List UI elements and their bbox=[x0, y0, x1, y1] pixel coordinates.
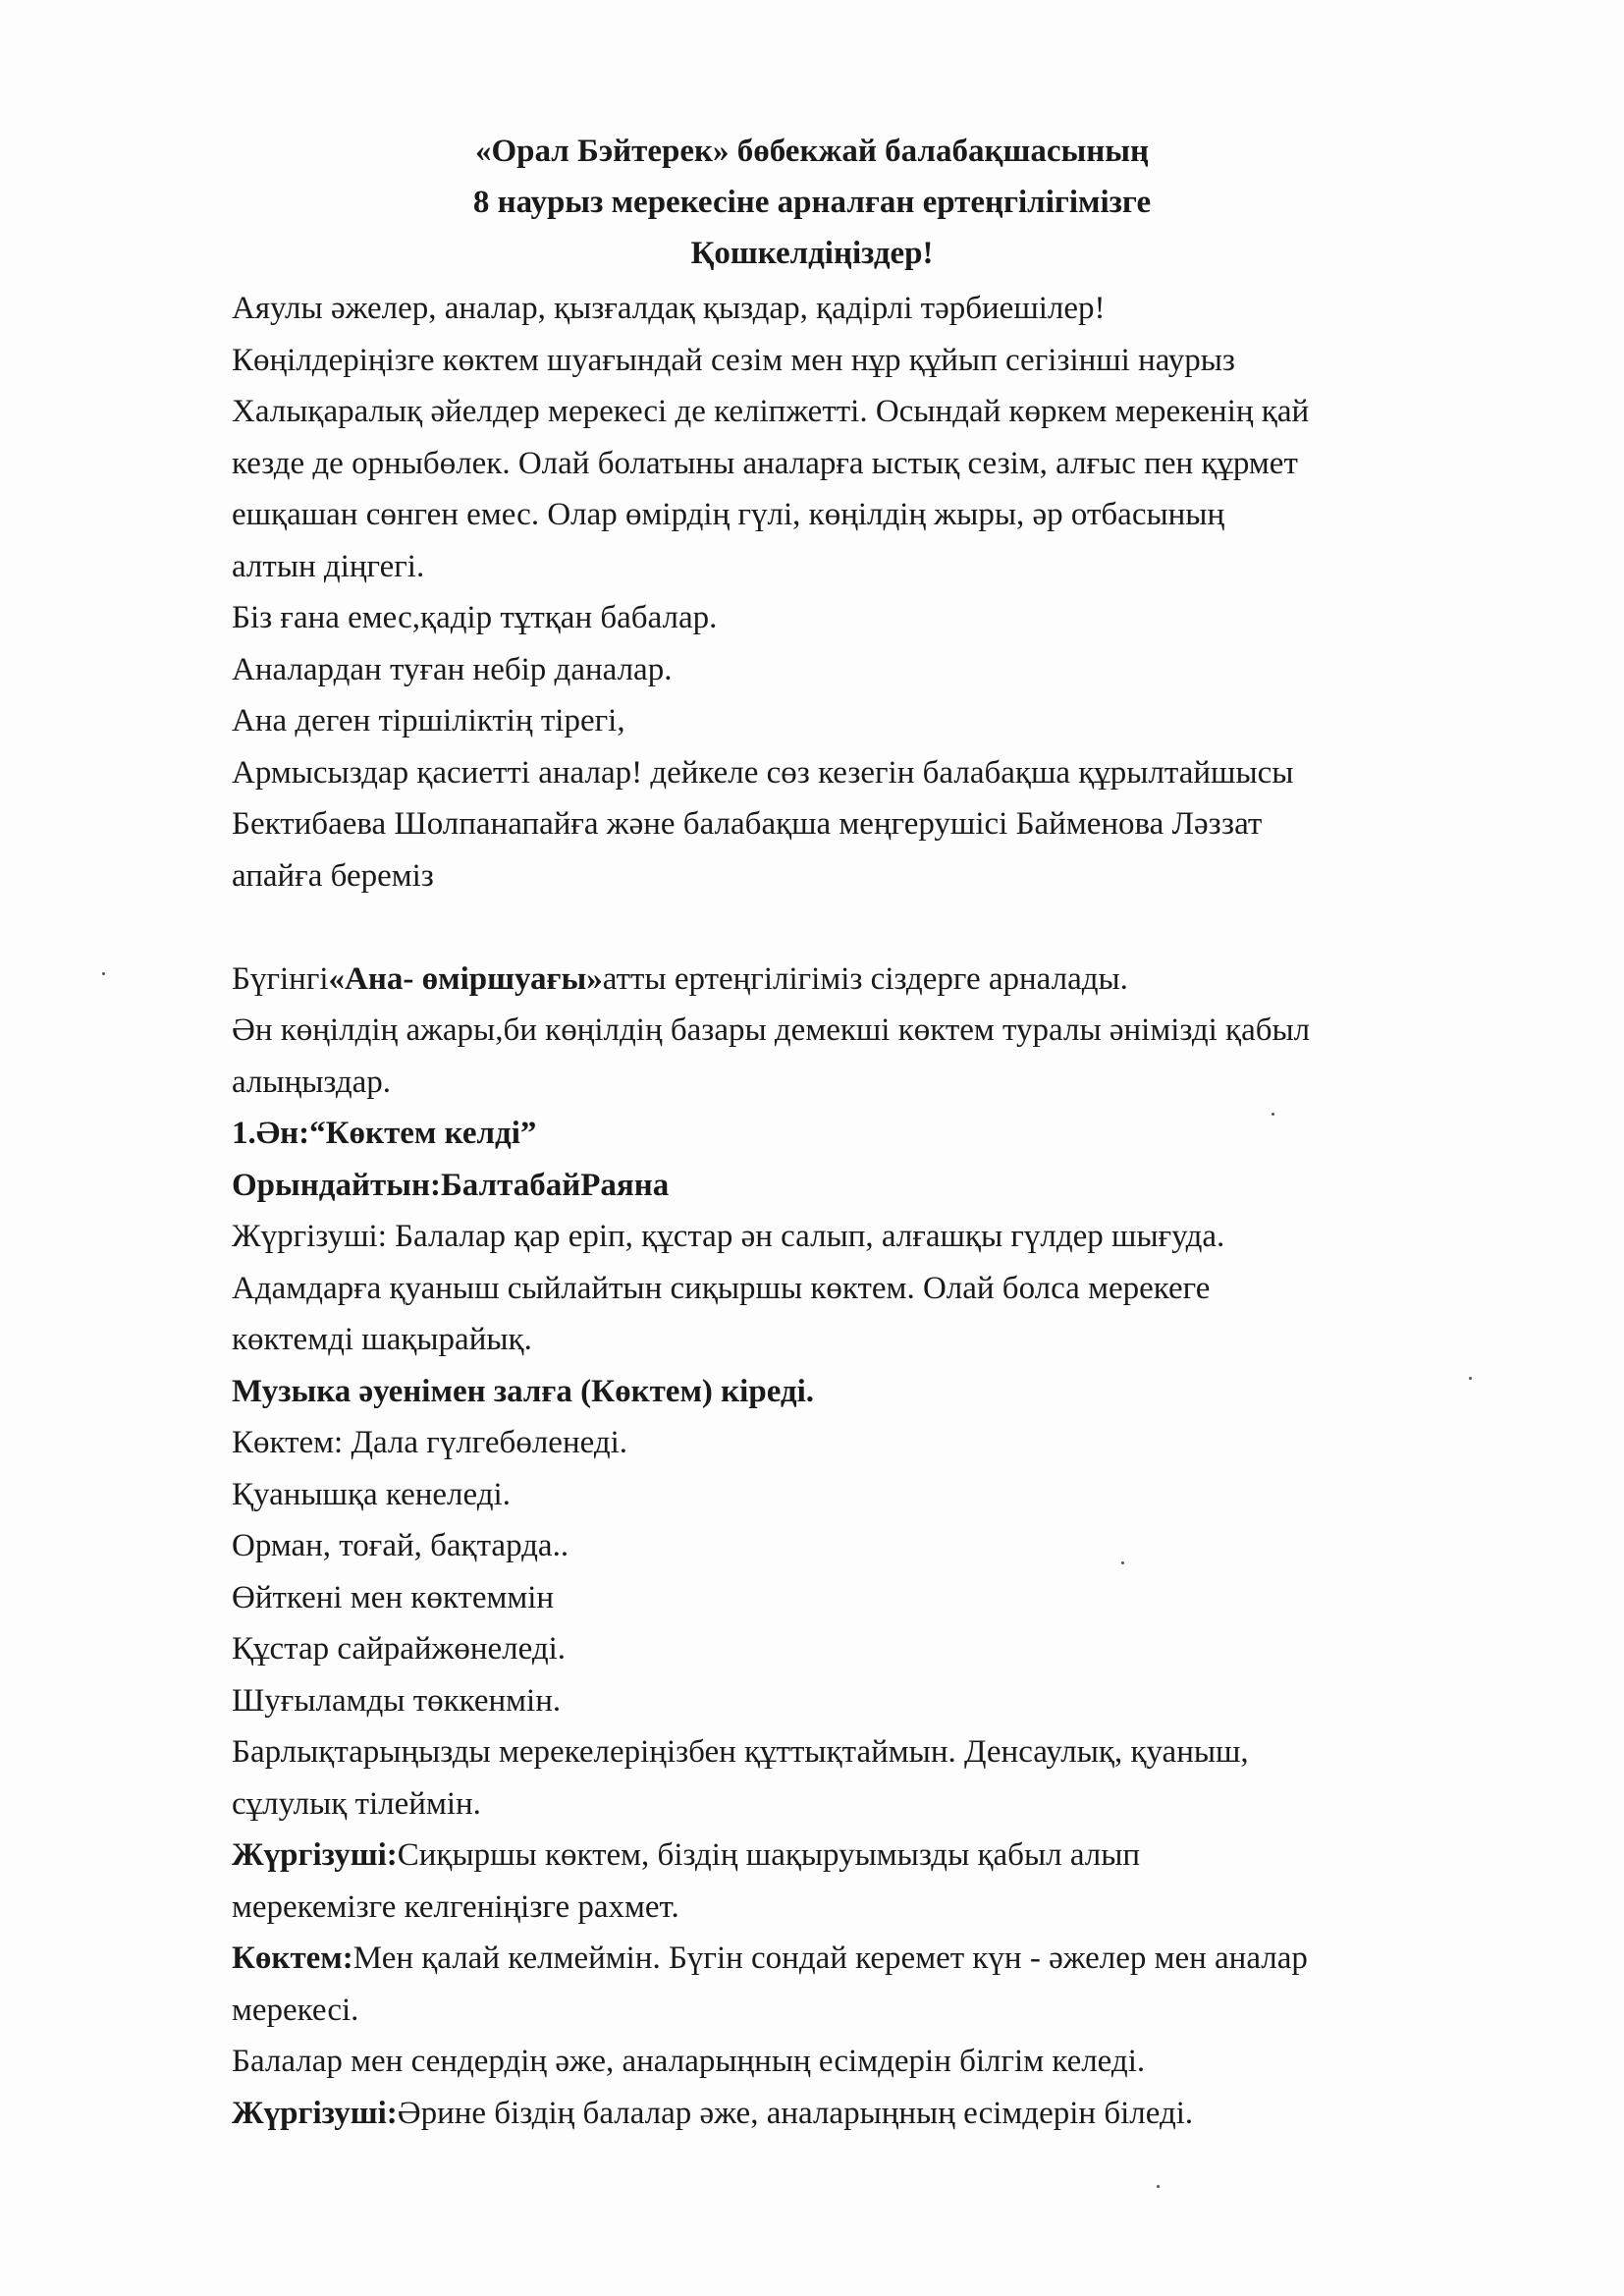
program-intro bbox=[232, 954, 1508, 1006]
scan-speck bbox=[1121, 1561, 1124, 1564]
spring-line: Балалар мен сендердің әже, аналарыңның есімдерін білгім келеді. bbox=[232, 2044, 1146, 2079]
scan-speck bbox=[102, 972, 105, 975]
spring-poem-line: Қуанышқа кенеледі. bbox=[232, 1476, 511, 1512]
paragraph-line: Халықаралық әйелдер мерекесі де келіпжетті. Осындай көркем мерекенің қай bbox=[232, 394, 1310, 429]
paragraph-line: ешқашан сөнген емес. Олар өмірдің гүлі, көңілдің жыры, әр отбасының bbox=[232, 497, 1225, 532]
spring-poem-line: Барлықтарыңызды мерекелеріңізбен құттықтаймын. Денсаулық, қуаныш, bbox=[232, 1734, 1249, 1770]
poem-line: Ана деген тіршіліктің тірегі, bbox=[232, 703, 625, 738]
document-title bbox=[0, 126, 1624, 279]
song-performer: Орындайтын:БалтабайРаяна bbox=[232, 1167, 670, 1203]
speaker-label: Жүргізуші: bbox=[232, 2095, 398, 2131]
host-line: Жүргізуші:Әрине біздің балалар әже, аналарыңның есімдерін біледі. bbox=[232, 2095, 1194, 2131]
scan-speck bbox=[1272, 1113, 1274, 1116]
paragraph-line: апайға береміз bbox=[232, 857, 434, 894]
host-line: көктемді шақырайық. bbox=[232, 1322, 532, 1357]
document-body bbox=[232, 283, 1508, 2139]
scan-speck bbox=[1157, 2185, 1160, 2188]
poem-line: Біз ғана емес,қадір тұтқан бабалар. bbox=[232, 600, 718, 635]
speaker-label: Көктем: bbox=[232, 1941, 353, 1976]
song-intro-line: Ән көңілдің ажары,би көңілдің базары демекші көктем туралы әнімізді қабыл bbox=[232, 1012, 1311, 1048]
scan-speck bbox=[1469, 1377, 1472, 1380]
host-line: Жүргізуші:Сиқыршы көктем, біздің шақыруымызды қабыл алып bbox=[232, 1837, 1141, 1873]
blank-line bbox=[232, 902, 1508, 954]
spring-poem-line: Көктем: Дала гүлгебөленеді. bbox=[232, 1425, 628, 1460]
title-line-1: «Орал Бэйтерек» бөбекжай балабақшасының bbox=[474, 134, 1150, 169]
host-line: Жүргізуші: Балалар қар еріп, құстар ән салып, алғашқы гүлдер шығуда. bbox=[232, 1219, 1225, 1254]
spring-poem-line: сұлулық тілеймін. bbox=[232, 1785, 481, 1822]
spring-poem-line: Құстар сайрайжөнеледі. bbox=[232, 1631, 567, 1667]
paragraph-line: Аяулы әжелер, аналар, қызғалдақ қыздар, қадірлі тәрбиешілер! bbox=[232, 291, 1106, 326]
paragraph-line: алтын діңгегі. bbox=[232, 548, 425, 584]
poem-line: Аналардан туған небір даналар. bbox=[232, 651, 673, 687]
program-name: «Ана- өміршуағы» bbox=[328, 960, 603, 997]
title-line-3: Қошкелдіңіздер! bbox=[690, 236, 934, 271]
paragraph-line: Армысыздар қасиетті аналар! дейкеле сөз кезегін балабақша құрылтайшысы bbox=[232, 754, 1294, 791]
spring-line: мерекесі. bbox=[232, 1992, 359, 2028]
title-line-2: 8 наурыз мерекесіне арналған ертеңгілігімізге bbox=[472, 185, 1152, 220]
paragraph-line: кезде де орныбөлек. Олай болатыны аналарға ыстық сезім, алғыс пен құрмет bbox=[232, 445, 1298, 481]
song-title: 1.Ән:“Көктем келді” bbox=[232, 1116, 537, 1151]
host-line: Адамдарға қуаныш сыйлайтын сиқыршы көктем. Олай болса мерекеге bbox=[232, 1270, 1211, 1306]
spring-poem-line: Өйткені мен көктеммін bbox=[232, 1579, 555, 1615]
program-intro-prefix: Бүгінгі bbox=[232, 960, 329, 997]
paragraph-line: Бектибаева Шолпанапайға және балабақша меңгерушісі Байменова Ләззат bbox=[232, 806, 1263, 842]
host-line: мерекемізге келгеніңізге рахмет. bbox=[232, 1888, 679, 1925]
spring-poem-line: Шуғыламды төккенмін. bbox=[232, 1682, 562, 1719]
paragraph-line: Көңілдеріңізге көктем шуағындай сезім мен нұр құйып сегізінші наурыз bbox=[232, 342, 1235, 378]
song-intro-line: алыңыздар. bbox=[232, 1064, 392, 1100]
spring-line: Көктем:Мен қалай келмеймін. Бүгін сондай керемет күн - әжелер мен аналар bbox=[232, 1941, 1308, 1976]
stage-direction: Музыка әуенімен залға (Көктем) кіреді. bbox=[232, 1373, 815, 1409]
program-intro-suffix: атты ертеңгілігіміз сіздерге арналады. bbox=[602, 960, 1128, 997]
speaker-label: Жүргізуші: bbox=[232, 1837, 398, 1873]
spring-poem-line: Орман, тоғай, бақтарда.. bbox=[232, 1528, 569, 1563]
